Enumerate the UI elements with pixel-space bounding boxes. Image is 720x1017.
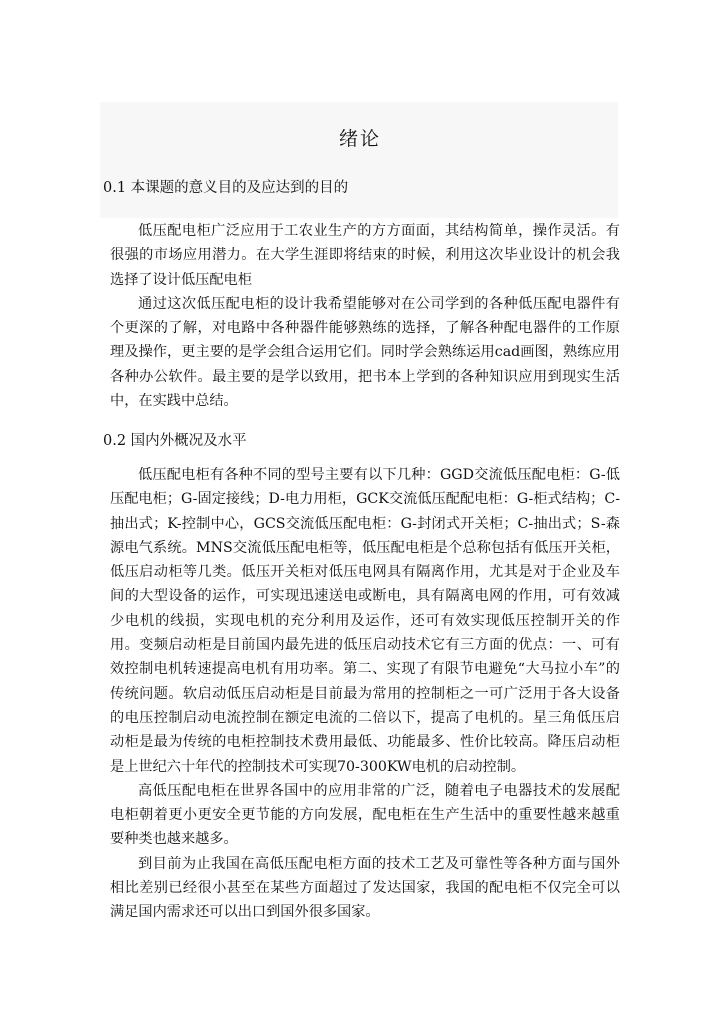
header-band [100,102,618,218]
paragraph: 低压配电柜广泛应用于工农业生产的方方面面，其结构简单，操作灵活。有很强的市场应用潜力。在大学生涯即将结束的时候，利用这次毕业设计的机会我选择了设计低压配电柜 [110,223,620,288]
paragraph: 通过这次低压配电柜的设计我希望能够对在公司学到的各种低压配电器件有个更深的了解，对电路中各种器件能够熟练的选择，了解各种配电器件的工作原理及操作，更主要的是学会组合运用它们。同时学会熟练运用cad画图，熟练应用各种办公软件。最主要的是学以致用，把书本上学到的各种知识应用到现实生活中，在实践中总结。 [110,295,620,410]
page-title: 绪论 [338,128,381,150]
section-heading-0-1: 0.1 本课题的意义目的及应达到的目的 [103,180,349,196]
section-body-0-2 [110,463,620,925]
section-heading-0-2: 0.2 国内外概况及水平 [103,433,247,449]
section-body-0-1 [110,219,620,413]
paragraph: 高低压配电柜在世界各国中的应用非常的广泛，随着电子电器技术的发展配电柜朝着更小更安全更节能的方向发展，配电柜在生产生活中的重要性越来越重要种类也越来越多。 [110,782,620,848]
paragraph: 低压配电柜有各种不同的型号主要有以下几种：GGD交流低压配电柜：G-低压配电柜；G-固定接线；D-电力用柜，GCK交流低压配配电柜：G-柜式结构；C-抽出式；K-控制中心，GCS交流低压配电柜：G-封闭式开关柜；C-抽出式；S-森源电气系统。MNS交流低压配电柜等，低压配电柜是个总称包括有低压开关柜，低压启动柜等几类。低压开关柜对低压电网具有隔离作用，尤其是对于企业及车间的大型设备的运作，可实现迅速送电或断电，具有隔离电网的作用，可有效减少电机的线损，实现电机的充分利用及运作，还可有效实现低压控制开关的作用。变频启动柜是目前国内最先进的低压启动技术它有三方面的优点：一、可有效控制电机转速提高电机有用功率。第二、实现了有限节电避免“大马拉小车”的传统问题。软启动低压启动柜是目前最为常用的控制柜之一可广泛用于各大设备的电压控制启动电流控制在额定电流的二倍以下，提高了电机的。星三角低压启动柜是最为传统的电柜控制技术费用最低、功能最多、性价比较高。降压启动柜是上世纪六十年代的控制技术可实现70-300KW电机的启动控制。 [110,467,620,775]
paragraph: 到目前为止我国在高低压配电柜方面的技术工艺及可靠性等各种方面与国外相比差别已经很小甚至在某些方面超过了发达国家，我国的配电柜不仅完全可以满足国内需求还可以出口到国外很多国家。 [110,855,620,921]
